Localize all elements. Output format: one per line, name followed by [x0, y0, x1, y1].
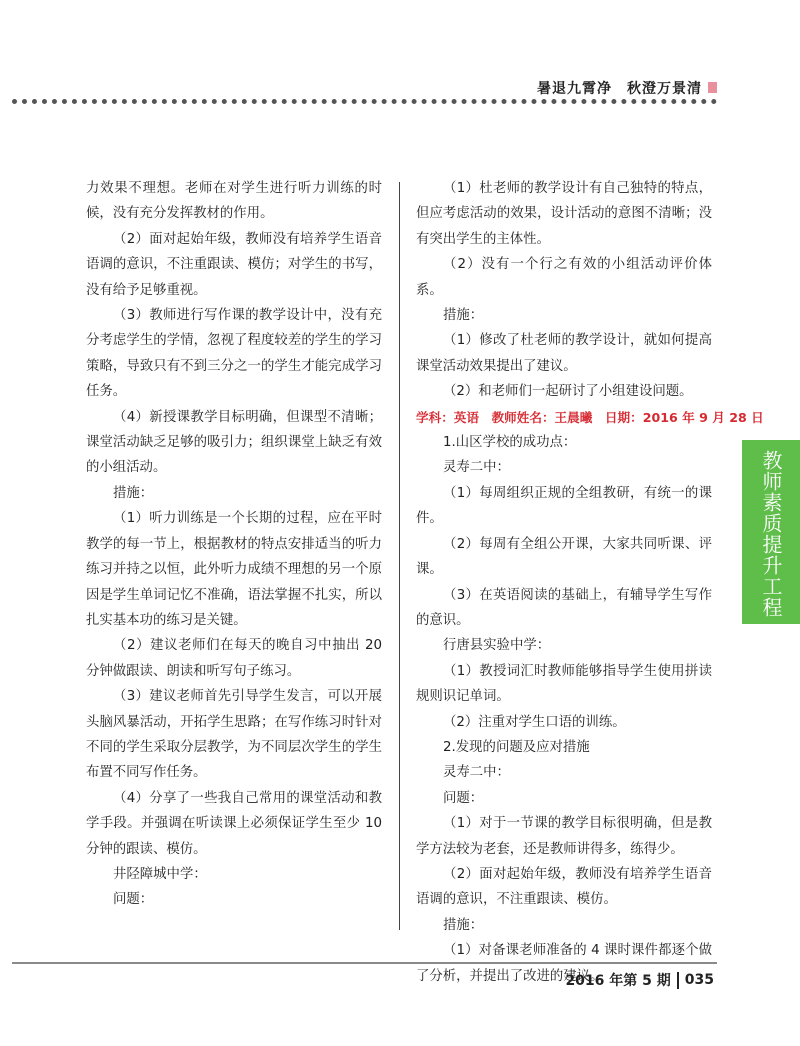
section-side-tab	[742, 440, 800, 624]
article-meta-line: 学科：英语 教师姓名：王晨曦 日期：2016 年 9 月 28 日	[416, 409, 764, 425]
page-number: 035	[684, 972, 714, 988]
left-text-column	[86, 176, 382, 913]
paragraph: （2）注重对学生口语的训练。	[443, 714, 626, 730]
paragraph: （1）每周组织正规的全组教研，有统一的课件。	[416, 485, 712, 527]
side-tab-label: 教师素质提升工程	[759, 450, 783, 618]
paragraph: （2）每周有全组公开课，大家共同听课、评课。	[416, 536, 712, 578]
column-divider	[399, 182, 400, 930]
paragraph: 1.山区学校的成功点：	[443, 435, 577, 451]
paragraph: （2）建议老师们在每天的晚自习中抽出 20 分钟做跟读、朗读和听写句子练习。	[86, 638, 382, 679]
footer-divider	[12, 962, 717, 964]
paragraph: （1）对备课老师准备的 4 课时课件都逐个做了分析，并提出了改进的建议。	[416, 943, 712, 984]
paragraph: 2.发现的问题及应对措施	[443, 739, 590, 755]
paragraph: 灵寿二中：	[443, 460, 510, 476]
paragraph: 问题：	[113, 892, 154, 908]
paragraph: （1）听力训练是一个长期的过程，应在平时教学的每一节上，根据教材的特点安排适当的听力练习并持之以恒，此外听力成绩不理想的另一个原因是学生单词记忆不准确，语法掌握不扎实，所以扎实基本功的练习是关键。	[86, 511, 382, 628]
running-header-title: 暑退九霄净 秋澄万景清	[537, 81, 702, 97]
header-dotted-divider	[12, 99, 717, 104]
paragraph: （4）分享了一些我自己常用的课堂活动和教学手段。并强调在听读课上必须保证学生至少 10 分钟的跟读、模仿。	[86, 790, 382, 857]
paragraph: 措施：	[113, 485, 154, 501]
paragraph: 力效果不理想。老师在对学生进行听力训练的时候，没有充分发挥教材的作用。	[86, 181, 382, 222]
paragraph: （3）建议老师首先引导学生发言，可以开展头脑风暴活动，开拓学生思路；在写作练习时针对不同的学生采取分层教学，为不同层次学生的学生布置不同写作任务。	[86, 689, 382, 781]
paragraph: 措施：	[443, 917, 484, 933]
page-footer	[565, 970, 714, 990]
paragraph: （2）面对起始年级，教师没有培养学生语音语调的意识，不注重跟读、模仿；对学生的书写，没有给予足够重视。	[86, 231, 382, 298]
issue-label: 2016 年第 5 期	[565, 973, 671, 989]
paragraph: 问题：	[443, 790, 484, 806]
header-color-block	[708, 82, 717, 93]
paragraph: （2）没有一个行之有效的小组活动评价体系。	[416, 257, 712, 298]
paragraph: （2）和老师们一起研讨了小组建设问题。	[443, 384, 693, 400]
paragraph: 灵寿二中：	[443, 765, 510, 781]
paragraph: （1）修改了杜老师的教学设计，就如何提高课堂活动效果提出了建议。	[416, 333, 712, 374]
right-text-column	[416, 176, 764, 989]
footer-separator	[677, 972, 679, 989]
paragraph: 行唐县实验中学：	[443, 638, 551, 654]
paragraph: （1）对于一节课的教学目标很明确，但是教学方法较为老套，还是教师讲得多，练得少。	[416, 816, 712, 857]
paragraph: （1）杜老师的教学设计有自己独特的特点，但应考虑活动的效果，设计活动的意图不清晰；没有突出学生的主体性。	[416, 181, 712, 247]
paragraph: （2）面对起始年级，教师没有培养学生语音语调的意识，不注重跟读、模仿。	[416, 866, 712, 908]
paragraph: 措施：	[443, 308, 484, 324]
paragraph: （3）教师进行写作课的教学设计中，没有充分考虑学生的学情，忽视了程度较差的学生的学习策略，导致只有不到三分之一的学生才能完成学习任务。	[86, 308, 382, 400]
paragraph: 井陉障城中学：	[113, 866, 207, 882]
paragraph: （4）新授课教学目标明确，但课型不清晰；课堂活动缺乏足够的吸引力；组织课堂上缺乏有效的小组活动。	[86, 409, 382, 476]
paragraph: （1）教授词汇时教师能够指导学生使用拼读规则识记单词。	[416, 663, 712, 705]
paragraph: （3）在英语阅读的基础上，有辅导学生写作的意识。	[416, 587, 712, 628]
